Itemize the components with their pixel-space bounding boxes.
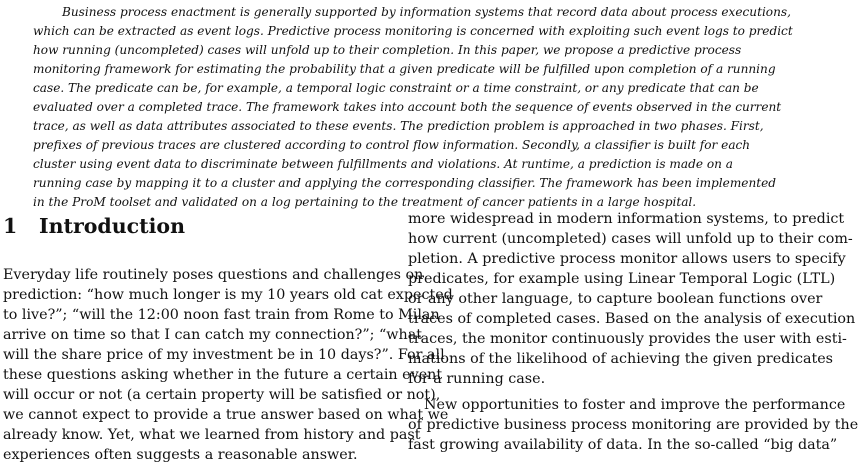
abstract-line: how running (uncompleted) cases will unfold up to their completion. In this paper, we propose a predictive process [33, 43, 742, 57]
abstract-line: evaluated over a completed trace. The framework takes into account both the sequence of events observed in the current [33, 100, 782, 114]
text-line: we cannot expect to provide a true answer based on what we [3, 407, 449, 423]
text-line: will occur or not (a certain property will be satisfied or not), [3, 387, 441, 403]
section-number: 1 [3, 214, 18, 238]
text-line: predicates, for example using Linear Temporal Logic (LTL) [408, 271, 836, 287]
text-line: arrive on time so that I can catch my connection?”; “what [3, 327, 423, 343]
text-line: how current (uncompleted) cases will unfold up to their com- [408, 231, 853, 247]
abstract-line: cluster using event data to discriminate between fulfillments and violations. At runtime, a prediction is made on a [33, 157, 733, 171]
text-line: or any other language, to capture boolean functions over [408, 291, 823, 307]
abstract-line: running case by mapping it to a cluster and applying the corresponding classifier. The framework has been implemented [33, 176, 776, 190]
text-line: traces, the monitor continuously provides the user with esti- [408, 331, 847, 347]
text-line: already know. Yet, what we learned from history and past [3, 427, 421, 443]
abstract-line: which can be extracted as event logs. Predictive process monitoring is concerned with exploiting such event logs to predict [33, 24, 793, 38]
abstract-line: prefixes of previous traces are clustered according to control flow information. Secondly, a classifier is built for each [33, 138, 751, 152]
text-line: pletion. A predictive process monitor allows users to specify [408, 251, 846, 267]
text-line: fast growing availability of data. In the so-called “big data” [408, 437, 838, 453]
abstract-line: case. The predicate can be, for example, a temporal logic constraint or a time constraint, or any predicate that can be [33, 81, 759, 95]
section-heading [3, 214, 185, 238]
abstract-line: trace, as well as data attributes associated to these events. The prediction problem is approached in two phases. First, [33, 119, 764, 133]
text-line: New opportunities to foster and improve the performance [424, 397, 846, 413]
section-title: Introduction [39, 214, 185, 238]
text-line: to live?”; “will the 12:00 noon fast train from Rome to Milan [3, 307, 440, 323]
text-line: will the share price of my investment be in 10 days?”. For all [3, 347, 445, 363]
text-line: more widespread in modern information systems, to predict [408, 211, 845, 227]
text-line: mations of the likelihood of achieving the given predicates [408, 351, 834, 367]
text-line: Everyday life routinely poses questions and challenges on [3, 267, 424, 283]
text-line: experiences often suggests a reasonable answer. [3, 447, 358, 463]
abstract-line: monitoring framework for estimating the probability that a given predicate will be fulfilled upon completion of a running [33, 62, 776, 76]
abstract-line: in the ProM toolset and validated on a log pertaining to the treatment of cancer patients in a large hospital. [33, 195, 697, 209]
text-line: for a running case. [408, 371, 546, 387]
text-line: these questions asking whether in the future a certain event [3, 367, 443, 383]
abstract-line: Business process enactment is generally supported by information systems that record data about process executions, [62, 5, 791, 19]
text-line: traces of completed cases. Based on the analysis of execution [408, 311, 856, 327]
text-line: prediction: “how much longer is my 10 years old cat expected [3, 287, 453, 303]
text-line: of predictive business process monitoring are provided by the [408, 417, 858, 433]
